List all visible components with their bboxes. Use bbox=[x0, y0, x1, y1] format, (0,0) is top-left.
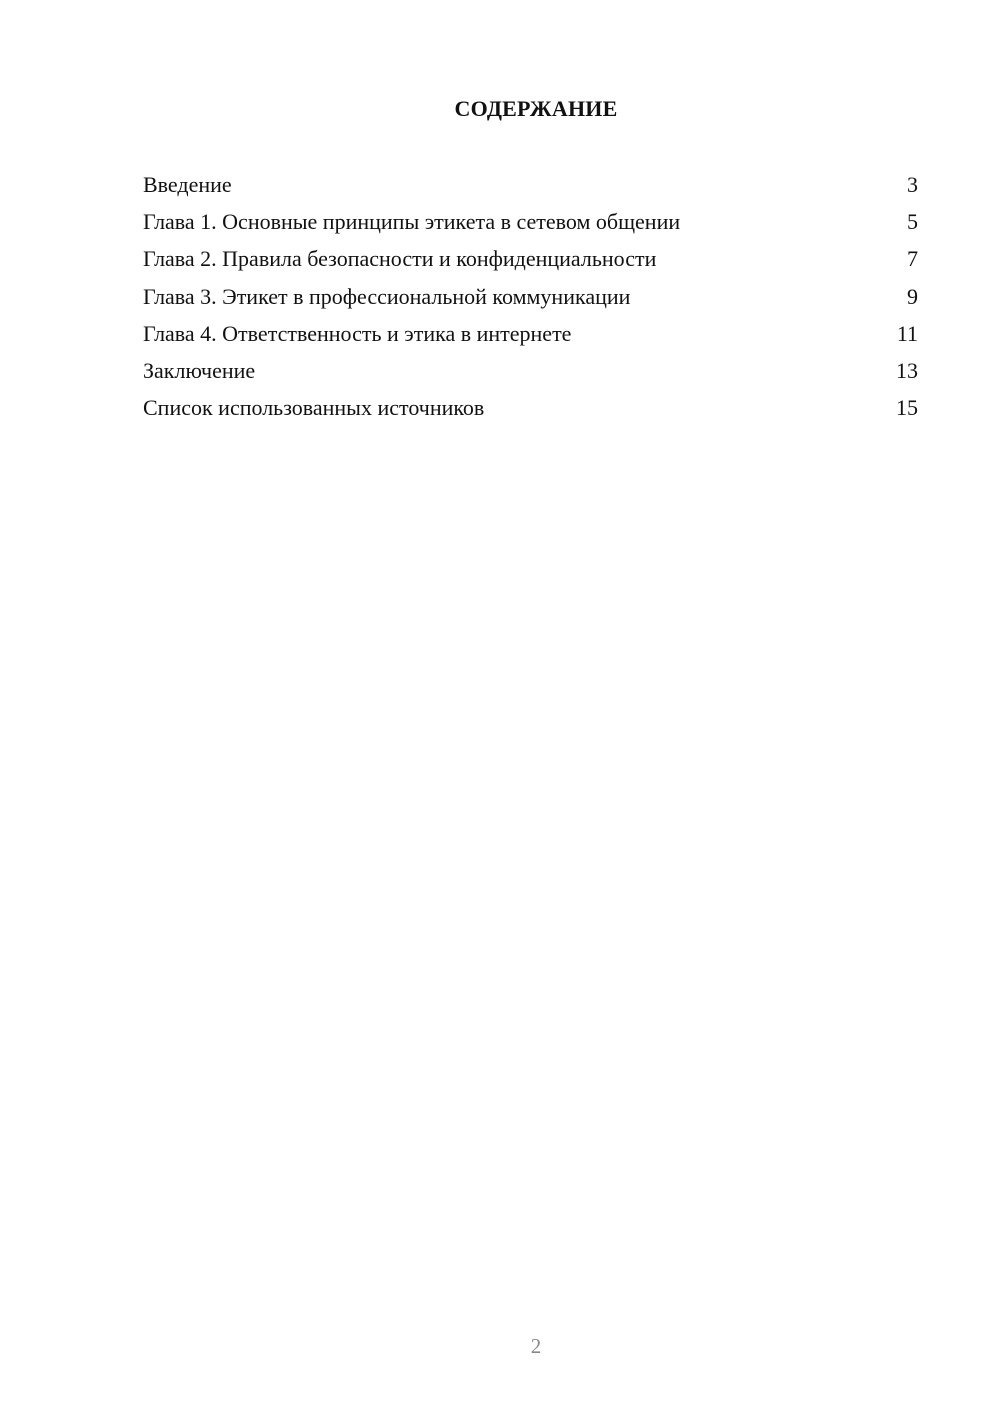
toc-title: СОДЕРЖАНИЕ bbox=[454, 96, 618, 121]
toc-entry-chapter-2 bbox=[143, 244, 918, 281]
toc-entry-label: Введение bbox=[143, 172, 232, 197]
toc-entry-chapter-4 bbox=[143, 319, 918, 356]
toc-entry-label: Глава 2. Правила безопасности и конфиденциальности bbox=[143, 246, 657, 272]
toc-entry-label: Глава 4. Ответственность и этика в интернете bbox=[143, 320, 572, 346]
toc-entry-conclusion bbox=[143, 356, 918, 393]
toc-entry-references bbox=[143, 393, 918, 430]
toc-entry-page: 7 bbox=[907, 246, 918, 272]
toc-entry-page: 9 bbox=[907, 283, 918, 309]
toc-entry-chapter-3 bbox=[143, 282, 918, 319]
toc-entry-label: Заключение bbox=[143, 357, 256, 383]
page-number: 2 bbox=[530, 1334, 542, 1358]
toc-entry-chapter-1 bbox=[143, 207, 918, 244]
toc-entry-introduction bbox=[143, 170, 918, 207]
toc-entry-label: Глава 3. Этикет в профессиональной коммуникации bbox=[143, 283, 631, 309]
toc-entry-page: 13 bbox=[896, 357, 918, 383]
toc-entry-page: 11 bbox=[896, 320, 918, 346]
toc-entry-label: Глава 1. Основные принципы этикета в сетевом общении bbox=[143, 209, 681, 235]
toc-entry-page: 5 bbox=[907, 209, 918, 235]
toc-entry-page: 15 bbox=[896, 395, 918, 421]
table-of-contents bbox=[143, 170, 918, 430]
toc-entry-page: 3 bbox=[907, 172, 918, 197]
toc-entry-label: Список использованных источников bbox=[143, 395, 485, 421]
